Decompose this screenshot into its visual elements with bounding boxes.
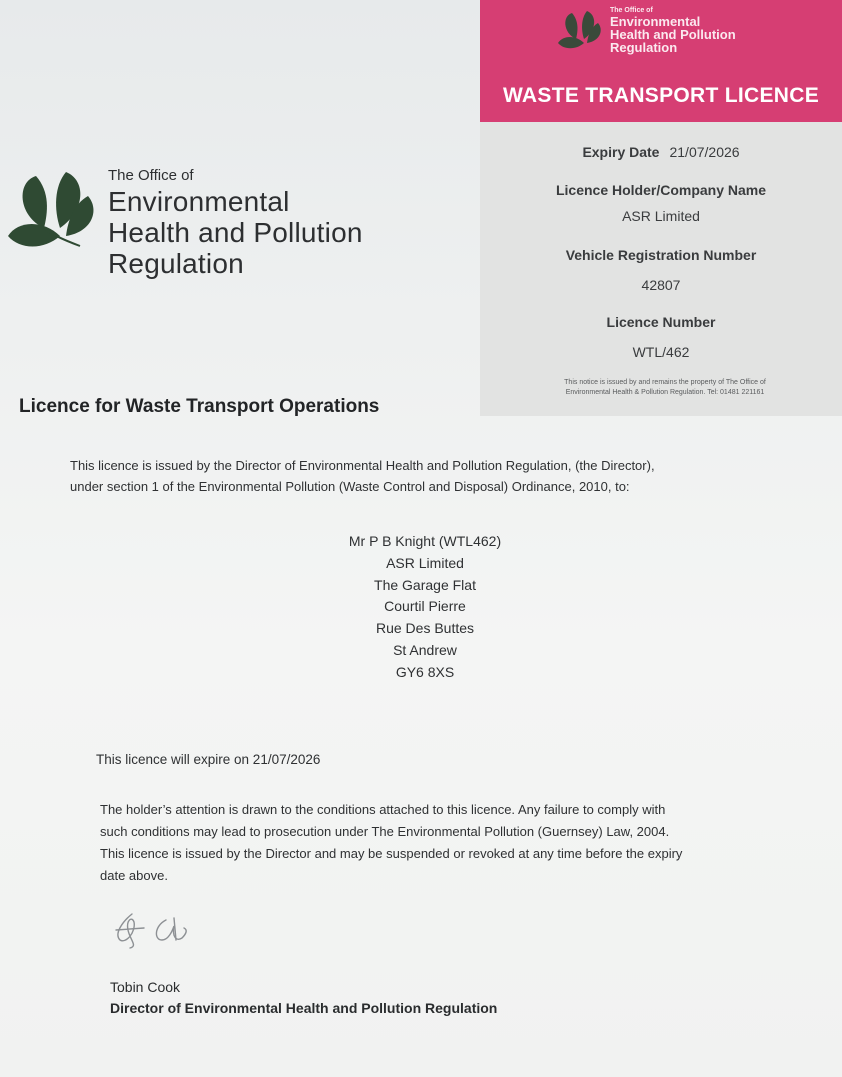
intro-line: This licence is issued by the Director of Environmental Health and Pollution Regulation, (the Director), — [70, 458, 655, 473]
licensee-address — [300, 531, 550, 684]
conditions-line: date above. — [100, 868, 168, 883]
vehicle-label: Vehicle Registration Number — [565, 247, 757, 263]
licence-panel-header — [480, 0, 842, 122]
panel-org-line: Environmental — [610, 14, 701, 29]
document-title: Licence for Waste Transport Operations — [19, 396, 380, 417]
expiry-date-row — [480, 144, 842, 160]
address-line: Mr P B Knight (WTL462) — [348, 533, 502, 549]
leaf-logo-small-icon — [558, 10, 604, 57]
intro-paragraph — [70, 455, 655, 497]
organisation-name-block — [108, 166, 363, 279]
panel-organisation-name — [610, 7, 736, 54]
panel-org-line: Health and Pollution — [610, 27, 736, 42]
organisation-prefix: The Office of — [108, 167, 194, 184]
panel-notice-line: This notice is issued by and remains the property of The Office of — [564, 379, 766, 386]
organisation-name-line: Environmental — [108, 186, 290, 217]
conditions-line: The holder’s attention is drawn to the conditions attached to this licence. Any failure to comply with — [100, 802, 666, 817]
licence-number-value: WTL/462 — [632, 344, 690, 360]
address-line: Rue Des Buttes — [375, 620, 475, 637]
address-line: GY6 8XS — [395, 663, 455, 680]
address-line: The Garage Flat — [374, 576, 476, 593]
organisation-name-line: Health and Pollution — [108, 217, 363, 248]
expiry-date-label: Expiry Date — [582, 144, 660, 160]
panel-notice-line: Environmental Health & Pollution Regulation. Tel: 01481 221161 — [565, 389, 765, 396]
holder-label: Licence Holder/Company Name — [555, 182, 767, 198]
intro-line: under section 1 of the Environmental Pollution (Waste Control and Disposal) Ordinance, 2010, to: — [70, 479, 630, 494]
address-line: St Andrew — [393, 641, 457, 658]
organisation-name-line: Regulation — [108, 248, 244, 279]
signatory-role: Director of Environmental Health and Pollution Regulation — [110, 1000, 498, 1016]
licence-panel — [480, 0, 842, 416]
expiry-statement: This licence will expire on 21/07/2026 — [96, 752, 321, 767]
conditions-line: such conditions may lead to prosecution under The Environmental Pollution (Guernsey) Law, 2004. — [100, 824, 670, 839]
licence-type-title: WASTE TRANSPORT LICENCE — [502, 84, 820, 107]
address-line: ASR Limited — [386, 554, 464, 571]
panel-org-prefix: The Office of — [610, 7, 653, 14]
signatory-block — [110, 977, 497, 1019]
holder-value: ASR Limited — [622, 208, 700, 224]
panel-org-line: Regulation — [610, 40, 678, 55]
licence-number-label: Licence Number — [606, 314, 716, 330]
conditions-paragraph — [100, 799, 682, 887]
address-line: Courtil Pierre — [384, 598, 466, 615]
signatory-name: Tobin Cook — [110, 979, 181, 995]
conditions-line: This licence is issued by the Director and may be suspended or revoked at any time before the expiry — [100, 846, 683, 861]
panel-notice — [500, 378, 830, 398]
vehicle-value: 42807 — [641, 277, 681, 293]
signature-icon — [110, 908, 200, 955]
expiry-date-value: 21/07/2026 — [669, 144, 740, 160]
leaf-logo-icon — [8, 170, 100, 259]
